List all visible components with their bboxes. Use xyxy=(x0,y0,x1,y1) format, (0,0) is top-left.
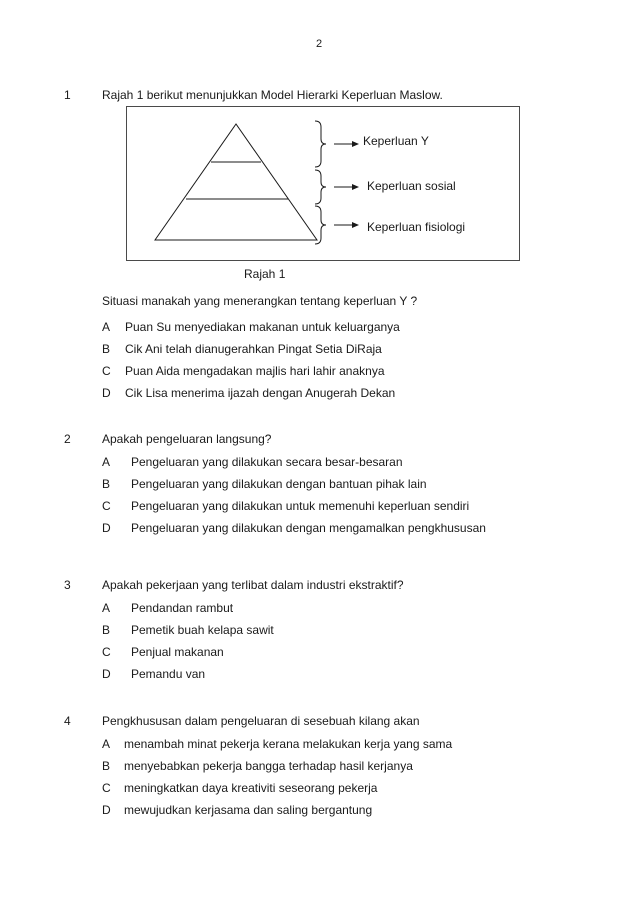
q2-option-d-text: Pengeluaran yang dilakukan dengan mengamalkan pengkhususan xyxy=(131,521,486,535)
maslow-figure-box xyxy=(126,106,520,261)
q1-option-d-letter[interactable]: D xyxy=(102,386,111,400)
question-3-number: 3 xyxy=(64,578,71,592)
q4-option-d-text: mewujudkan kerjasama dan saling bergantung xyxy=(124,803,373,817)
q1-option-a-text: Puan Su menyediakan makanan untuk keluarganya xyxy=(125,320,400,334)
q2-option-d-letter[interactable]: D xyxy=(102,521,111,535)
question-1-number: 1 xyxy=(64,88,71,102)
q3-option-d-text: Pemandu van xyxy=(131,667,206,681)
q1-option-c-letter[interactable]: C xyxy=(102,364,111,378)
question-2-text: Apakah pengeluaran langsung? xyxy=(102,432,272,446)
figure-caption: Rajah 1 xyxy=(244,267,286,281)
brace-middle xyxy=(315,170,326,204)
q1-option-c-text: Puan Aida mengadakan majlis hari lahir anaknya xyxy=(125,364,385,378)
q1-option-d-text: Cik Lisa menerima ijazah dengan Anugerah Dekan xyxy=(125,386,396,400)
label-keperluan-y: Keperluan Y xyxy=(363,134,429,148)
q3-option-d-letter[interactable]: D xyxy=(102,667,111,681)
q1-option-a-letter[interactable]: A xyxy=(102,320,111,334)
q4-option-c-text: meningkatkan daya kreativiti seseorang pekerja xyxy=(124,781,378,795)
q3-option-a-letter[interactable]: A xyxy=(102,601,111,615)
question-2-number: 2 xyxy=(64,432,71,446)
question-3-text: Apakah pekerjaan yang terlibat dalam industri ekstraktif? xyxy=(102,578,404,592)
question-1-intro: Rajah 1 berikut menunjukkan Model Hierarki Keperluan Maslow. xyxy=(102,88,443,102)
q3-option-b-text: Pemetik buah kelapa sawit xyxy=(131,623,274,637)
pyramid-outline xyxy=(155,124,317,240)
q4-option-a-text: menambah minat pekerja kerana melakukan kerja yang sama xyxy=(124,737,453,751)
question-4-text: Pengkhususan dalam pengeluaran di sesebuah kilang akan xyxy=(102,714,420,728)
arrowhead-middle xyxy=(352,184,359,190)
q3-option-a-text: Pendandan rambut xyxy=(131,601,234,615)
q1-option-b-text: Cik Ani telah dianugerahkan Pingat Setia DiRaja xyxy=(125,342,382,356)
q4-option-c-letter[interactable]: C xyxy=(102,781,111,795)
q3-option-c-letter[interactable]: C xyxy=(102,645,111,659)
q2-option-b-letter[interactable]: B xyxy=(102,477,111,491)
q2-option-b-text: Pengeluaran yang dilakukan dengan bantuan pihak lain xyxy=(131,477,427,491)
q3-option-c-text: Penjual makanan xyxy=(131,645,224,659)
question-4-number: 4 xyxy=(64,714,71,728)
label-keperluan-fisiologi: Keperluan fisiologi xyxy=(367,220,466,234)
maslow-pyramid-diagram xyxy=(127,107,521,262)
q4-option-d-letter[interactable]: D xyxy=(102,803,111,817)
q4-option-b-text: menyebabkan pekerja bangga terhadap hasil kerjanya xyxy=(124,759,413,773)
arrowhead-bottom xyxy=(352,222,359,228)
brace-top xyxy=(315,121,326,167)
question-1-text: Situasi manakah yang menerangkan tentang keperluan Y ? xyxy=(102,294,418,308)
q2-option-a-text: Pengeluaran yang dilakukan secara besar-besaran xyxy=(131,455,403,469)
q3-option-b-letter[interactable]: B xyxy=(102,623,111,637)
q2-option-c-letter[interactable]: C xyxy=(102,499,111,513)
q2-option-c-text: Pengeluaran yang dilakukan untuk memenuhi keperluan sendiri xyxy=(131,499,470,513)
q2-option-a-letter[interactable]: A xyxy=(102,455,111,469)
label-keperluan-sosial: Keperluan sosial xyxy=(367,179,456,193)
q1-option-b-letter[interactable]: B xyxy=(102,342,111,356)
brace-bottom xyxy=(315,206,326,244)
q4-option-b-letter[interactable]: B xyxy=(102,759,111,773)
q4-option-a-letter[interactable]: A xyxy=(102,737,111,751)
page-number: 2 xyxy=(315,38,323,50)
arrowhead-top xyxy=(352,141,359,147)
